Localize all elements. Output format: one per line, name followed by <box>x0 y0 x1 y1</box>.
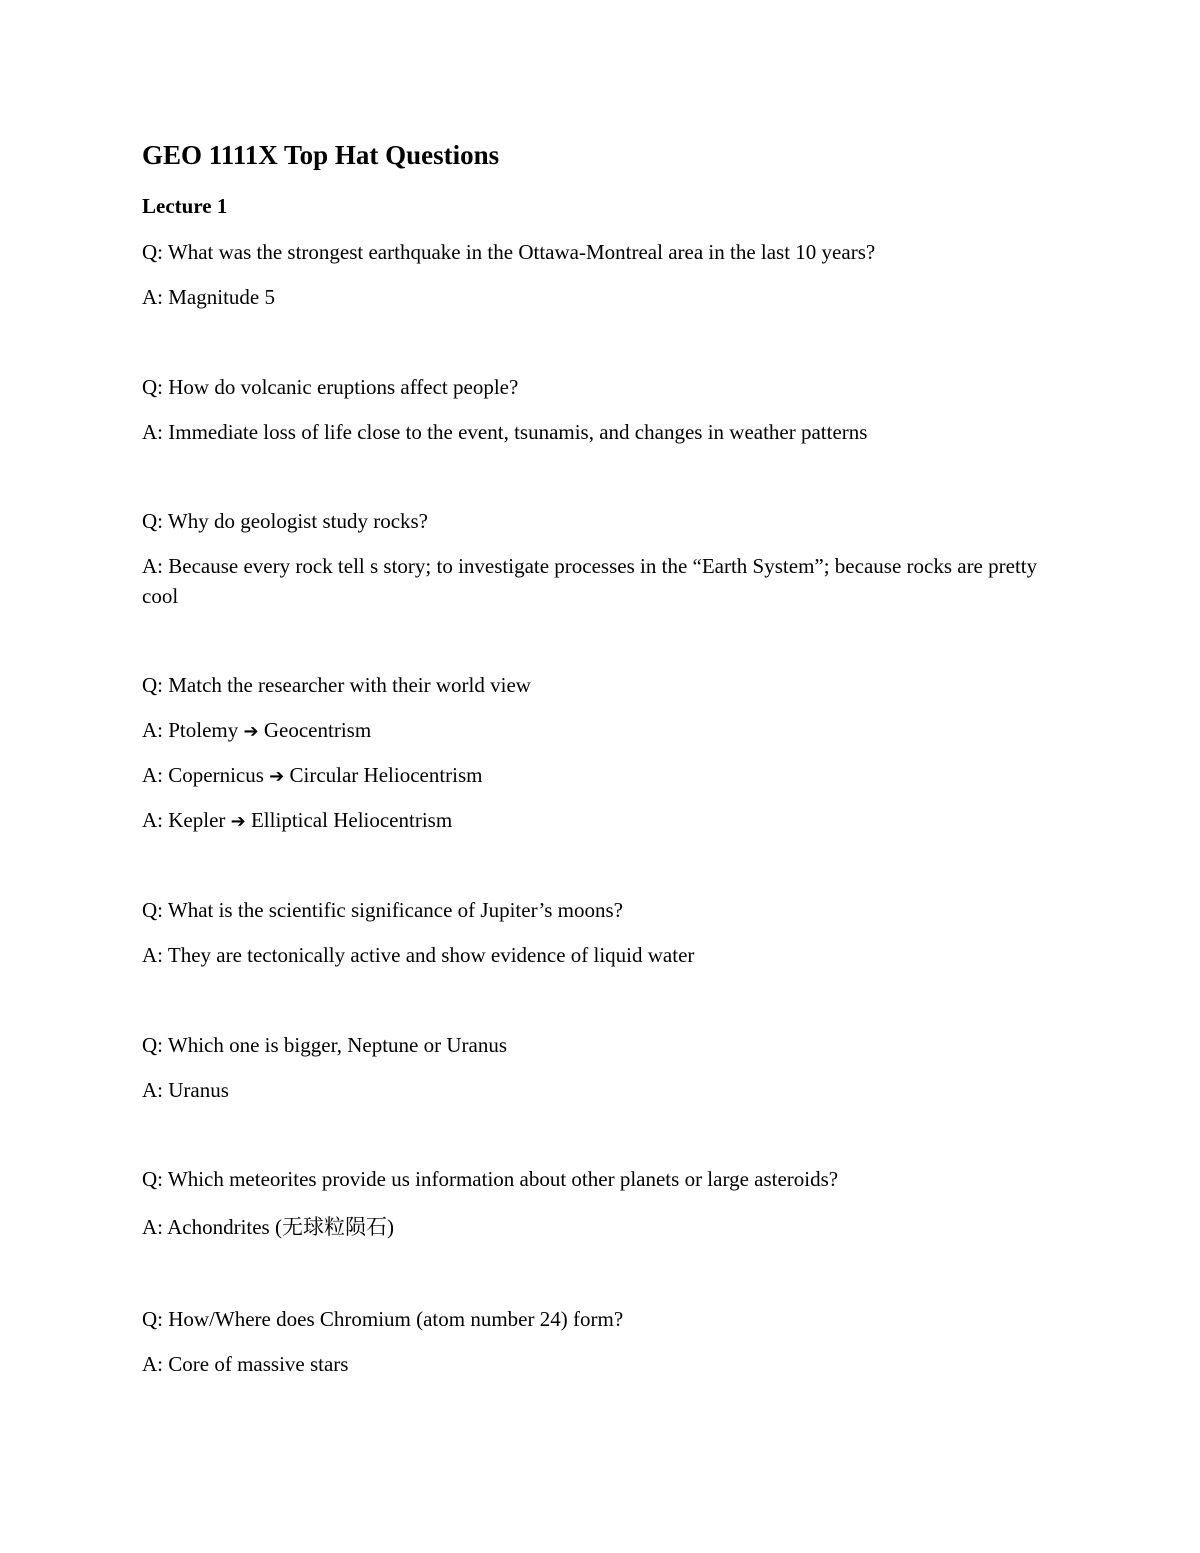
lecture-heading: Lecture 1 <box>142 194 228 218</box>
question-1: Q: What was the strongest earthquake in the Ottawa-Montreal area in the last 10 years? <box>142 240 876 264</box>
match-suffix: Circular Heliocentrism <box>289 763 483 787</box>
question-4: Q: Match the researcher with their world view <box>142 673 531 697</box>
answer-5: A: They are tectonically active and show evidence of liquid water <box>142 943 695 967</box>
match-answer <box>142 805 1062 837</box>
right-arrow-icon: ➔ <box>230 811 246 832</box>
right-arrow-icon: ➔ <box>243 721 259 742</box>
document-title: GEO 1111X Top Hat Questions <box>142 140 500 170</box>
question-5: Q: What is the scientific significance of Jupiter’s moons? <box>142 898 623 922</box>
answer-6: A: Uranus <box>142 1078 229 1102</box>
match-prefix: A: Kepler <box>142 808 226 832</box>
question-3: Q: Why do geologist study rocks? <box>142 509 429 533</box>
right-arrow-icon: ➔ <box>269 766 285 787</box>
match-suffix: Geocentrism <box>263 718 372 742</box>
match-answer <box>142 715 1062 747</box>
answer-8: A: Core of massive stars <box>142 1352 349 1376</box>
question-7: Q: Which meteorites provide us information about other planets or large asteroids? <box>142 1167 839 1191</box>
answer-1: A: Magnitude 5 <box>142 285 275 309</box>
question-6: Q: Which one is bigger, Neptune or Uranus <box>142 1033 508 1057</box>
question-2: Q: How do volcanic eruptions affect people? <box>142 375 519 399</box>
answer-3: A: Because every rock tell s story; to investigate processes in the “Earth System”; because rocks are pretty cool <box>142 554 1038 608</box>
answer-2: A: Immediate loss of life close to the event, tsunamis, and changes in weather patterns <box>142 420 868 444</box>
match-prefix: A: Copernicus <box>142 763 264 787</box>
answer-7: A: Achondrites (无球粒陨石) <box>142 1215 394 1239</box>
match-prefix: A: Ptolemy <box>142 718 239 742</box>
match-suffix: Elliptical Heliocentrism <box>250 808 453 832</box>
question-8: Q: How/Where does Chromium (atom number 24) form? <box>142 1307 624 1331</box>
match-answer <box>142 760 1062 792</box>
